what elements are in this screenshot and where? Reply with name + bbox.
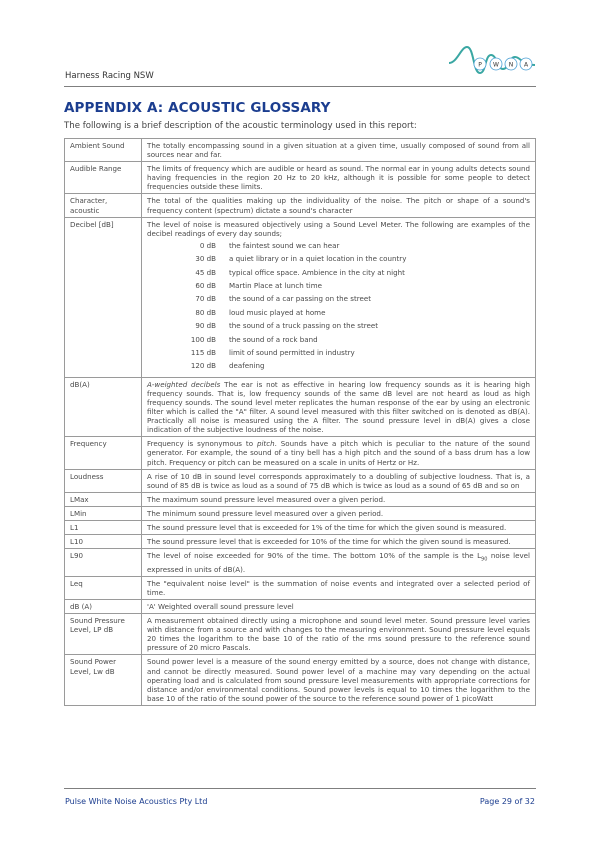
description-text: The ear is not as effective in hearing low frequency sounds as it is hearing high frequency sounds. That is, low frequency sounds of the same dB level are not heard as loud as high frequency sounds. The sound level meter replicates the human response of the ear by using an electronic filter which is called the "A" filter. A sound level measured with this filter switched on is denoted as dB(A). Practically all noise is measured using the A filter. The sound pressure level in dB(A) gives a close indication of the subjective loudness of the noise. xyxy=(147,379,530,435)
glossary-description: The sound pressure level that is exceeded for 1% of the time for which the given sound is measured. xyxy=(142,520,536,534)
page-number: Page 29 of 32 xyxy=(479,797,535,806)
logo-letter-a: A xyxy=(523,61,529,69)
table-row xyxy=(65,492,536,506)
glossary-description xyxy=(142,549,536,577)
decibel-example: the sound of a car passing on the street xyxy=(229,294,371,304)
table-row xyxy=(65,576,536,599)
table-row xyxy=(65,469,536,492)
decibel-example-row xyxy=(183,281,406,294)
logo-letter-p: P xyxy=(478,61,482,69)
decibel-level: 0 dB xyxy=(199,240,216,250)
glossary-term: dB(A) xyxy=(65,377,142,437)
table-row xyxy=(65,520,536,534)
decibel-level: 80 dB xyxy=(195,307,216,317)
decibel-level: 45 dB xyxy=(195,267,216,277)
decibel-level: 115 dB xyxy=(190,347,216,357)
table-row xyxy=(65,217,536,377)
table-row xyxy=(65,614,536,655)
table-row xyxy=(65,655,536,705)
footer-divider xyxy=(64,788,536,789)
footer-company-name: Pulse White Noise Acoustics Pty Ltd xyxy=(65,797,208,806)
decibel-level: 60 dB xyxy=(195,281,216,291)
decibel-example-row xyxy=(183,254,406,267)
description-text: . Sounds have a pitch which is peculiar to the nature of the sound generator. For example, the sound of a tiny bell has a high pitch and the sound of a bass drum has a low pitch. Frequency or pitch can be measured on a scale in units of Hertz or Hz. xyxy=(147,439,530,467)
glossary-description xyxy=(142,377,536,437)
glossary-term: Loudness xyxy=(65,469,142,492)
decibel-example: the sound of a rock band xyxy=(229,334,318,344)
table-row xyxy=(65,139,536,162)
glossary-description: The total of the qualities making up the individuality of the noise. The pitch or shape of a sound's frequency content (spectrum) dictate a sound's character xyxy=(142,194,536,217)
decibel-example: loud music played at home xyxy=(229,307,326,317)
glossary-term: LMin xyxy=(65,506,142,520)
decibel-example-row xyxy=(183,348,406,361)
decibel-example-row xyxy=(183,321,406,334)
table-row xyxy=(65,549,536,577)
glossary-term: Sound Pressure Level, LP dB xyxy=(65,614,142,655)
decibel-intro: The level of noise is measured objectively using a Sound Level Meter. The following are examples of the decibel readings of every day sounds; xyxy=(147,219,530,238)
decibel-example: deafening xyxy=(229,361,265,371)
decibel-example: the sound of a truck passing on the street xyxy=(229,321,379,331)
table-row xyxy=(65,194,536,217)
decibel-level: 100 dB xyxy=(190,334,216,344)
intro-text: The following is a brief description of the acoustic terminology used in this report: xyxy=(64,121,417,131)
description-subscript: 90 xyxy=(481,556,488,563)
glossary-description: The "equivalent noise level" is the summation of noise events and integrated over a selected period of time. xyxy=(142,576,536,599)
table-row xyxy=(65,599,536,613)
decibel-level: 120 dB xyxy=(190,361,216,371)
decibel-example-row xyxy=(183,268,406,281)
decibel-example: a quiet library or in a quiet location in the country xyxy=(229,254,407,264)
glossary-description: The totally encompassing sound in a given situation at a given time, usually composed of sound from all sources near and far. xyxy=(142,139,536,162)
table-row xyxy=(65,535,536,549)
page-title: APPENDIX A: ACOUSTIC GLOSSARY xyxy=(64,100,331,116)
description-italic: pitch xyxy=(256,439,275,449)
table-row xyxy=(65,162,536,194)
description-text-pre: The level of noise exceeded for 90% of the time. The bottom 10% of the sample is the L xyxy=(147,551,482,561)
decibel-example-row xyxy=(183,361,406,374)
glossary-table xyxy=(64,138,536,706)
glossary-term: L1 xyxy=(65,520,142,534)
glossary-term: Character, acoustic xyxy=(65,194,142,217)
pwna-logo xyxy=(447,43,537,77)
glossary-term: Audible Range xyxy=(65,162,142,194)
header-divider xyxy=(64,86,536,87)
decibel-example-row xyxy=(183,241,406,254)
glossary-description: A measurement obtained directly using a microphone and sound level meter. Sound pressure level varies with distance from a source and with changes to the measuring environment. Sound pressure level equals 20 times the logarithm to the base 10 of the ratio of the rms sound pressure to the reference sound pressure of 20 micro Pascals. xyxy=(142,614,536,655)
glossary-term: L10 xyxy=(65,535,142,549)
decibel-examples-table xyxy=(183,241,406,375)
glossary-description: The maximum sound pressure level measured over a given period. xyxy=(142,492,536,506)
glossary-description: The minimum sound pressure level measured over a given period. xyxy=(142,506,536,520)
decibel-example-row xyxy=(183,294,406,307)
decibel-example: typical office space. Ambience in the city at night xyxy=(229,267,405,277)
glossary-term: Leq xyxy=(65,576,142,599)
glossary-term: Frequency xyxy=(65,437,142,469)
glossary-description: A rise of 10 dB in sound level corresponds approximately to a doubling of subjective loudness. That is, a sound of 85 dB is twice as loud as a sound of 75 dB which is twice as loud as a sound of 65 dB and so on xyxy=(142,469,536,492)
description-italic: A-weighted decibels xyxy=(147,379,221,389)
decibel-level: 90 dB xyxy=(195,321,216,331)
glossary-term: Ambient Sound xyxy=(65,139,142,162)
table-row xyxy=(65,506,536,520)
logo-letter-n: N xyxy=(508,61,514,69)
glossary-description: The sound pressure level that is exceeded for 10% of the time for which the given sound is measured. xyxy=(142,535,536,549)
glossary-term: dB (A) xyxy=(65,599,142,613)
glossary-term: L90 xyxy=(65,549,142,577)
decibel-level: 30 dB xyxy=(195,254,216,264)
glossary-description xyxy=(142,437,536,469)
decibel-example-row xyxy=(183,335,406,348)
glossary-description: 'A' Weighted overall sound pressure level xyxy=(142,599,536,613)
decibel-example-row xyxy=(183,308,406,321)
decibel-example: the faintest sound we can hear xyxy=(229,240,340,250)
decibel-level: 70 dB xyxy=(195,294,216,304)
logo-letter-w: W xyxy=(493,61,499,69)
glossary-description: Sound power level is a measure of the sound energy emitted by a source, does not change with distance, and cannot be directly measured. Sound power level of a machine may vary depending on the actual operating load and is calculated from sound pressure level measurements with appropriate corrections for distance and/or environmental conditions. Sound power levels is equal to 10 times the logarithm to the base 10 of the ratio of the sound power of the source to the reference sound power of 1 picoWatt xyxy=(142,655,536,705)
table-row xyxy=(65,377,536,437)
glossary-term: Decibel [dB] xyxy=(65,217,142,377)
glossary-description xyxy=(142,217,536,377)
description-text: noise level expressed in units of dB(A). xyxy=(147,551,530,574)
table-row xyxy=(65,437,536,469)
description-text-pre: Frequency is synonymous to xyxy=(147,439,257,449)
glossary-term: Sound Power Level, Lw dB xyxy=(65,655,142,705)
glossary-term: LMax xyxy=(65,492,142,506)
decibel-example: limit of sound permitted in industry xyxy=(229,347,355,357)
glossary-description: The limits of frequency which are audible or heard as sound. The normal ear in young adults detects sound having frequencies in the region 20 Hz to 20 kHz, although it is possible for some people to detect frequencies outside these limits. xyxy=(142,162,536,194)
header-client-name: Harness Racing NSW xyxy=(65,71,154,81)
decibel-example: Martin Place at lunch time xyxy=(229,281,323,291)
